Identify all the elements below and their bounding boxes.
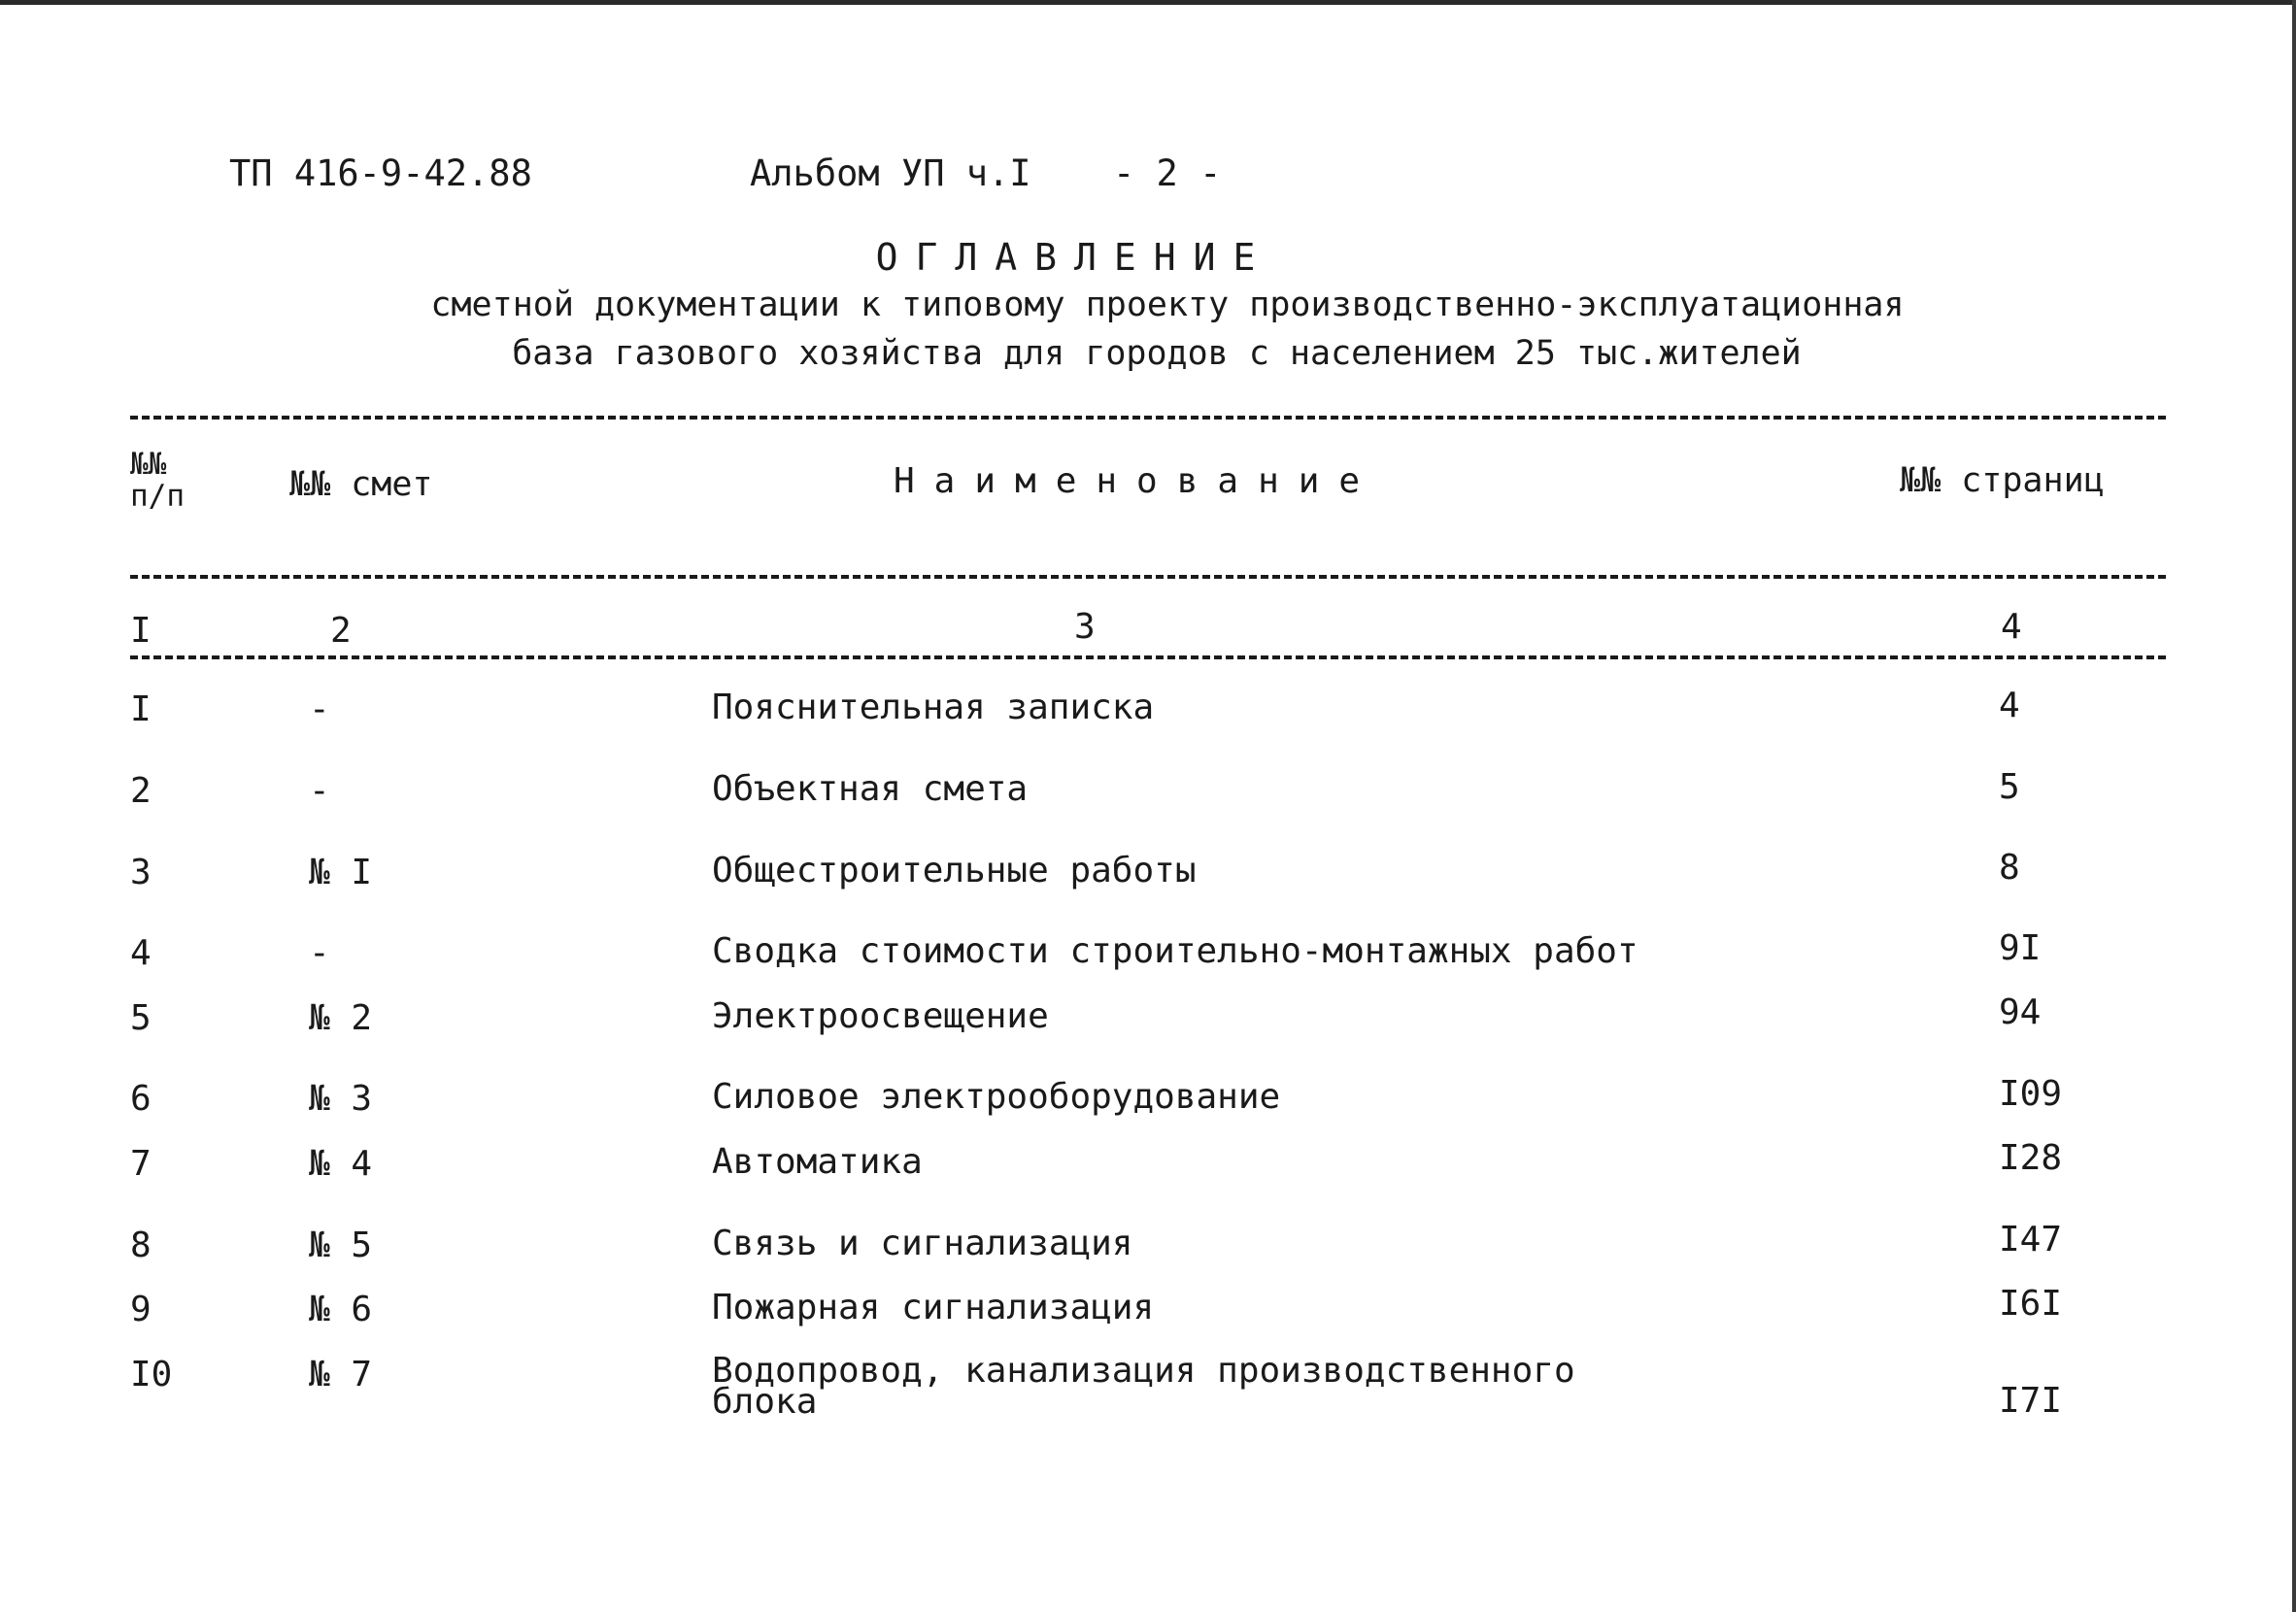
row-page: 94 <box>1999 992 2042 1032</box>
column-header-name: Наименование <box>894 461 1380 501</box>
row-estimate: № 5 <box>309 1226 373 1265</box>
row-number: 2 <box>130 771 152 811</box>
column-header-pages: №№ страниц <box>1900 461 2105 500</box>
column-index-4: 4 <box>2001 607 2022 647</box>
column-header-estimate: №№ смет <box>289 465 433 504</box>
column-index-1: I <box>130 611 152 651</box>
row-name: Силовое электрооборудование <box>712 1077 1281 1117</box>
row-estimate: - <box>309 933 330 973</box>
scan-edge-right <box>2292 0 2296 1612</box>
row-page: I6I <box>1999 1284 2063 1324</box>
page-number: - 2 - <box>1113 152 1222 194</box>
row-number: 7 <box>130 1144 152 1184</box>
column-index-2: 2 <box>330 611 352 651</box>
table-top-rule <box>130 416 2166 420</box>
table-header-rule <box>130 575 2166 579</box>
row-name: Объектная смета <box>712 769 1029 809</box>
row-name: Электроосвещение <box>712 996 1049 1036</box>
row-name-line1: Водопровод, канализация производственного <box>712 1351 1575 1391</box>
row-estimate: № 6 <box>309 1290 373 1329</box>
row-estimate: № 4 <box>309 1144 373 1184</box>
row-page: I28 <box>1999 1138 2063 1178</box>
row-estimate: - <box>309 771 330 811</box>
row-page: 4 <box>1999 686 2020 725</box>
row-number: I <box>130 689 152 729</box>
row-name: Сводка стоимости строительно-монтажных работ <box>712 931 1638 971</box>
row-number: 4 <box>130 933 152 973</box>
row-name: Общестроительные работы <box>712 851 1197 890</box>
row-name: Связь и сигнализация <box>712 1224 1133 1263</box>
column-index-3: 3 <box>1074 607 1096 647</box>
column-header-number <box>130 449 185 512</box>
row-name <box>712 1351 1575 1423</box>
row-name: Пояснительная записка <box>712 688 1155 727</box>
row-estimate: № 7 <box>309 1355 373 1394</box>
document-title: ОГЛАВЛЕНИЕ <box>875 236 1273 279</box>
row-page: I09 <box>1999 1074 2063 1114</box>
scan-edge-top <box>0 0 2296 5</box>
row-estimate: № I <box>309 853 373 892</box>
row-estimate: - <box>309 689 330 729</box>
column-header-number-line1: №№ <box>130 447 167 482</box>
row-page: 5 <box>1999 767 2020 807</box>
row-number: 5 <box>130 998 152 1038</box>
document-subtitle-line2: база газового хозяйства для городов с населением 25 тыс.жителей <box>512 334 1802 373</box>
album-label: Альбом УП ч.I <box>750 152 1031 194</box>
row-name: Автоматика <box>712 1142 923 1182</box>
row-name-line2: блока <box>712 1382 818 1423</box>
doc-code: ТП 416-9-42.88 <box>229 152 532 194</box>
row-estimate: № 2 <box>309 998 373 1038</box>
row-number: 8 <box>130 1226 152 1265</box>
document-subtitle-line1: сметной документации к типовому проекту производственно-эксплуатационная <box>430 285 1905 324</box>
row-number: 9 <box>130 1290 152 1329</box>
row-page: 8 <box>1999 848 2020 888</box>
column-header-number-line2: п/п <box>130 478 185 514</box>
row-page: 9I <box>1999 928 2042 968</box>
row-number: I0 <box>130 1355 173 1394</box>
row-estimate: № 3 <box>309 1079 373 1119</box>
row-number: 3 <box>130 853 152 892</box>
row-page: I47 <box>1999 1220 2063 1259</box>
table-index-rule <box>130 655 2166 659</box>
row-page: I7I <box>1999 1381 2063 1421</box>
row-number: 6 <box>130 1079 152 1119</box>
row-name: Пожарная сигнализация <box>712 1288 1155 1327</box>
